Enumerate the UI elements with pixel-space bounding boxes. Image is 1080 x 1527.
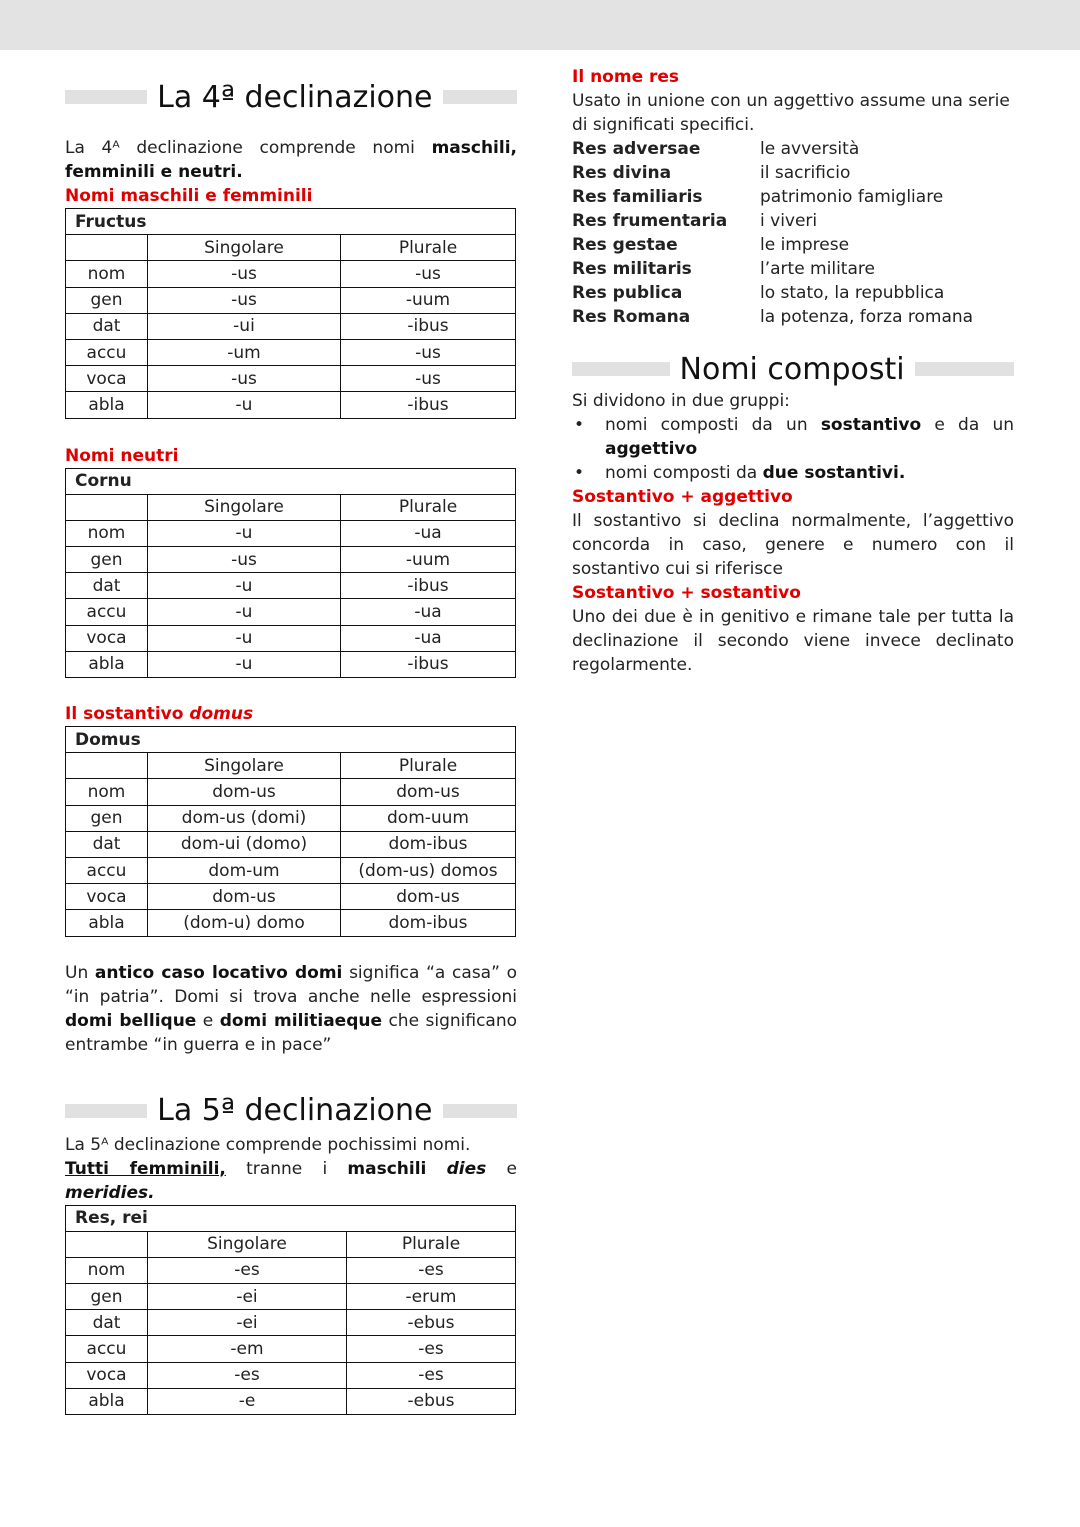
sing-cell: -us (148, 547, 341, 573)
left-column (65, 60, 517, 1415)
case-cell: accu (66, 857, 148, 883)
composti-bullet-1 (572, 413, 1014, 461)
composti-intro: Si dividono in due gruppi: (572, 391, 790, 411)
nome-res-heading: Il nome res (572, 67, 680, 87)
case-cell: abla (66, 1388, 148, 1414)
sing-label: Singolare (148, 494, 341, 520)
decl5-intro-and: e (506, 1158, 518, 1179)
sing-cell: -u (148, 573, 341, 599)
sing-cell: -u (148, 625, 341, 651)
plur-cell: -us (341, 339, 516, 365)
res-meaning: lo stato, la repubblica (760, 283, 945, 303)
empty-cell (66, 1231, 148, 1257)
decl5-intro-fem: Tutti femminili, (65, 1158, 226, 1179)
title-bar-right (443, 1104, 518, 1118)
plur-cell: -uum (341, 547, 516, 573)
res-term: Res Romana (572, 307, 691, 327)
locative-bold-3: domi militiaeque (219, 1010, 383, 1031)
top-toolbar-band (0, 0, 1080, 50)
case-cell: voca (66, 366, 148, 392)
plur-cell: (dom-us) domos (341, 857, 516, 883)
case-cell: dat (66, 1310, 148, 1336)
empty-cell (66, 494, 148, 520)
composti-title-row (572, 349, 1014, 389)
case-cell: nom (66, 261, 148, 287)
sing-cell: -us (148, 261, 341, 287)
decl5-intro-masc: maschili (347, 1158, 427, 1179)
plur-cell: -es (347, 1257, 516, 1283)
decl4-title: La 4ª declinazione (157, 79, 433, 115)
domus-table (65, 726, 516, 937)
res-item (572, 257, 1014, 281)
sing-cell: -u (148, 392, 341, 418)
res-item (572, 209, 1014, 233)
sing-cell: dom-us (148, 779, 341, 805)
locative-text-2: significa “a casa” o “in patria”. Domi si trova anche nelle espressioni (65, 962, 517, 1007)
sing-cell: -us (148, 287, 341, 313)
sost-agg-heading: Sostantivo + aggettivo (572, 487, 793, 507)
res-item (572, 281, 1014, 305)
empty-cell (66, 235, 148, 261)
b1-text-b: e da un (921, 415, 1015, 435)
b2-text-a: nomi composti da (605, 463, 763, 483)
case-cell: gen (66, 547, 148, 573)
res-name: Res, rei (66, 1205, 516, 1231)
sing-cell: -u (148, 599, 341, 625)
sing-label: Singolare (148, 235, 341, 261)
plur-cell: -ua (341, 520, 516, 546)
b1-bold-a: sostantivo (820, 415, 922, 435)
masc-fem-heading: Nomi maschili e femminili (65, 186, 313, 206)
locative-text-1: Un (65, 962, 95, 983)
fructus-name: Fructus (66, 209, 516, 235)
decl5-title-row (65, 1089, 517, 1133)
bullet-icon: • (574, 415, 585, 435)
plur-cell: dom-uum (341, 805, 516, 831)
case-cell: voca (66, 1362, 148, 1388)
decl5-intro-text: La 5ᴬ declinazione comprende pochissimi nomi. (65, 1134, 471, 1155)
res-meaning: le imprese (760, 235, 850, 255)
sing-cell: -ei (148, 1310, 347, 1336)
res-item (572, 161, 1014, 185)
res-meaning: la potenza, forza romana (760, 307, 974, 327)
case-cell: nom (66, 1257, 148, 1283)
sing-cell: -u (148, 651, 341, 677)
cornu-name: Cornu (66, 468, 516, 494)
title-bar-left (65, 90, 147, 104)
plur-cell: -erum (347, 1284, 516, 1310)
plur-cell: dom-ibus (341, 831, 516, 857)
res-item (572, 137, 1014, 161)
decl5-intro (65, 1133, 517, 1205)
res-meaning: patrimonio famigliare (760, 187, 944, 207)
locative-text-3: e (196, 1010, 220, 1031)
case-cell: nom (66, 520, 148, 546)
b1-bold-b: aggettivo (605, 439, 698, 459)
domus-heading (65, 702, 517, 726)
locative-paragraph (65, 961, 517, 1057)
nome-res-intro: Usato in unione con un aggettivo assume una serie di significati specifici. (572, 91, 1010, 135)
sing-cell: -us (148, 366, 341, 392)
sing-cell: -um (148, 339, 341, 365)
locative-bold-1: antico caso locativo domi (94, 962, 343, 983)
res-item (572, 305, 1014, 329)
res-term: Res militaris (572, 259, 692, 279)
res-table (65, 1205, 516, 1416)
res-meaning: l’arte militare (760, 259, 875, 279)
bullet-icon: • (574, 463, 585, 483)
plur-cell: -es (347, 1336, 516, 1362)
sing-cell: dom-um (148, 857, 341, 883)
sing-cell: -ui (148, 313, 341, 339)
sing-cell: -es (148, 1257, 347, 1283)
locative-text-4: che significano entrambe “in guerra e in pace” (65, 1010, 518, 1055)
sing-cell: (dom-u) domo (148, 910, 341, 936)
sing-cell: -ei (148, 1284, 347, 1310)
res-meaning: il sacrificio (760, 163, 851, 183)
case-cell: gen (66, 805, 148, 831)
sing-label: Singolare (148, 753, 341, 779)
case-cell: gen (66, 287, 148, 313)
plur-label: Plurale (341, 753, 516, 779)
decl4-intro (65, 136, 517, 184)
case-cell: accu (66, 599, 148, 625)
case-cell: dat (66, 831, 148, 857)
composti-bullet-2 (572, 461, 1014, 485)
res-term: Res publica (572, 283, 683, 303)
title-bar-left (65, 1104, 147, 1118)
title-bar-right (443, 90, 518, 104)
locative-bold-2: domi bellique (65, 1010, 197, 1031)
case-cell: voca (66, 884, 148, 910)
sost-sost-heading: Sostantivo + sostantivo (572, 583, 801, 603)
sing-cell: -e (148, 1388, 347, 1414)
decl4-intro-genders: maschili, femminili e neutri. (65, 138, 517, 182)
composti-title: Nomi composti (679, 351, 905, 387)
case-cell: gen (66, 1284, 148, 1310)
domus-heading-text: Il sostantivo (65, 704, 190, 724)
case-cell: abla (66, 392, 148, 418)
plur-cell: -ibus (341, 573, 516, 599)
plur-cell: -ua (341, 599, 516, 625)
sing-cell: dom-ui (domo) (148, 831, 341, 857)
sost-agg-text: Il sostantivo si declina normalmente, l’aggettivo concorda in caso, genere e numero con il sostantivo cui si riferisce (572, 511, 1014, 579)
plur-cell: -us (341, 261, 516, 287)
title-bar-left (572, 362, 670, 376)
sing-label: Singolare (148, 1231, 347, 1257)
case-cell: accu (66, 339, 148, 365)
decl5-intro-except: tranne i (225, 1158, 348, 1179)
plur-cell: -uum (341, 287, 516, 313)
b1-text-a: nomi composti da un (605, 415, 821, 435)
decl5-intro-dies: dies (446, 1158, 487, 1179)
decl5-intro-meridies: meridies. (65, 1182, 155, 1203)
res-term: Res adversae (572, 139, 701, 159)
right-column (572, 60, 1014, 677)
plur-cell: -ua (341, 625, 516, 651)
case-cell: voca (66, 625, 148, 651)
plur-cell: -ebus (347, 1310, 516, 1336)
sing-cell: -u (148, 520, 341, 546)
case-cell: dat (66, 313, 148, 339)
decl4-title-row (65, 72, 517, 122)
res-meaning: le avversità (760, 139, 860, 159)
title-bar-right (915, 362, 1014, 376)
res-list (572, 137, 1014, 329)
neuter-heading: Nomi neutri (65, 445, 179, 466)
res-item (572, 233, 1014, 257)
b2-bold: due sostantivi. (762, 463, 906, 483)
sing-cell: -es (148, 1362, 347, 1388)
plur-label: Plurale (341, 235, 516, 261)
domus-name: Domus (66, 727, 516, 753)
plur-cell: dom-ibus (341, 910, 516, 936)
res-item (572, 185, 1014, 209)
plur-cell: dom-us (341, 884, 516, 910)
plur-cell: -ibus (341, 651, 516, 677)
plur-cell: -ibus (341, 313, 516, 339)
res-term: Res gestae (572, 235, 678, 255)
decl4-intro-text: La 4ᴬ declinazione comprende nomi (65, 138, 432, 158)
plur-label: Plurale (341, 494, 516, 520)
plur-label: Plurale (347, 1231, 516, 1257)
res-term: Res divina (572, 163, 672, 183)
sost-sost-text: Uno dei due è in genitivo e rimane tale per tutta la declinazione il secondo viene invece declinato regolarmente. (572, 607, 1014, 675)
res-meaning: i viveri (760, 211, 818, 231)
res-term: Res frumentaria (572, 211, 728, 231)
composti-list (572, 413, 1014, 485)
empty-cell (66, 753, 148, 779)
sing-cell: dom-us (domi) (148, 805, 341, 831)
domus-heading-word: domus (189, 704, 254, 724)
cornu-table (65, 468, 516, 679)
plur-cell: -ebus (347, 1388, 516, 1414)
sing-cell: dom-us (148, 884, 341, 910)
sing-cell: -em (148, 1336, 347, 1362)
plur-cell: dom-us (341, 779, 516, 805)
plur-cell: -ibus (341, 392, 516, 418)
case-cell: abla (66, 651, 148, 677)
case-cell: accu (66, 1336, 148, 1362)
res-term: Res familiaris (572, 187, 703, 207)
case-cell: dat (66, 573, 148, 599)
plur-cell: -us (341, 366, 516, 392)
fructus-table (65, 208, 516, 419)
decl5-title: La 5ª declinazione (157, 1093, 433, 1128)
plur-cell: -es (347, 1362, 516, 1388)
case-cell: abla (66, 910, 148, 936)
case-cell: nom (66, 779, 148, 805)
